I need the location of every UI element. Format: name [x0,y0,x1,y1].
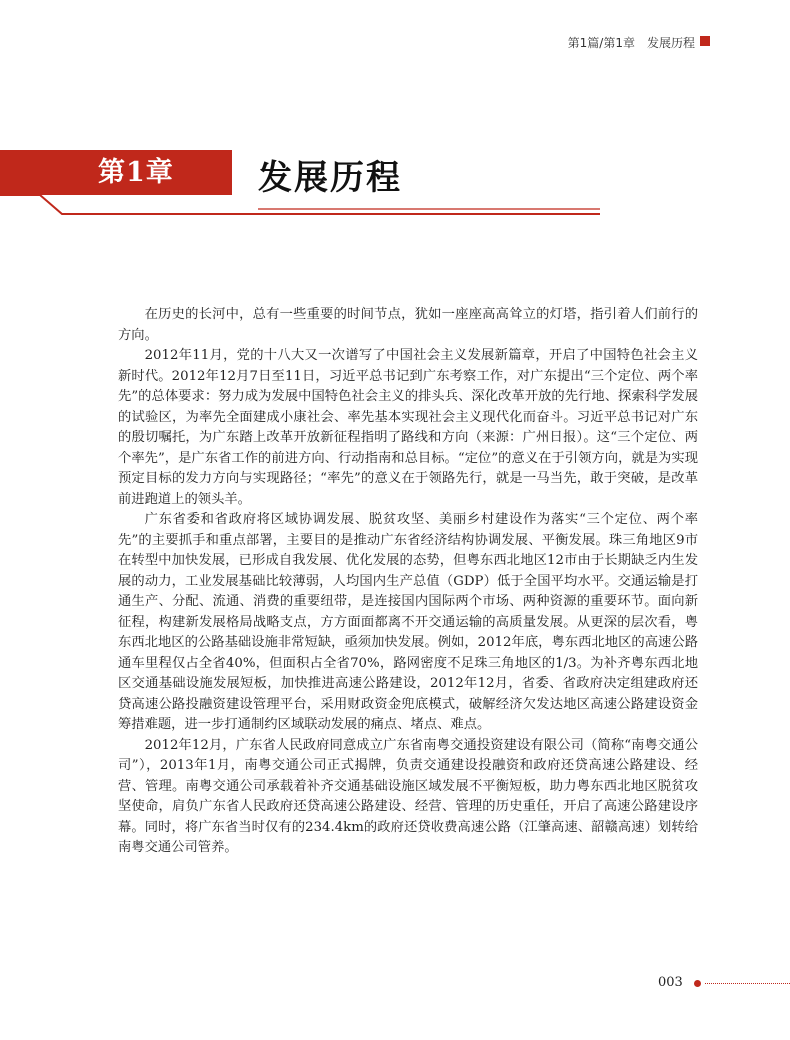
running-head-marker [700,36,710,46]
chapter-label: 第1章 [98,157,174,188]
paragraph: 2012年11月，党的十八大又一次谱写了中国社会主义发展新篇章，开启了中国特色社会主义新时代。2012年12月7日至11日，习近平总书记到广东考察工作，对广东提出“三个定位、两个率先”的总体要求：努力成为发展中国特色社会主义的排头兵、深化改革开放的先行地、探索科学发展的试验区，为率先全面建成小康社会、率先基本实现社会主义现代化而奋斗。习近平总书记对广东的殷切嘱托，为广东踏上改革开放新征程指明了路线和方向（来源：广州日报）。这“三个定位、两个率先”，是广东省工作的前进方向、行动指南和总目标。“定位”的意义在于引领方向，就是为实现预定目标的发力方向与实现路径；“率先”的意义在于领路先行，就是一马当先，敢于突破，是改革前进跑道上的领头羊。 [118,348,698,507]
paragraph: 2012年12月，广东省人民政府同意成立广东省南粤交通投资建设有限公司（简称“南粤交通公司”），2013年1月，南粤交通公司正式揭牌，负责交通建设投融资和政府还贷高速公路建设、经营、管理。南粤交通公司承载着补齐交通基础设施区域发展不平衡短板，助力粤东西北地区脱贫攻坚使命，肩负广东省人民政府还贷高速公路建设、经营、管理的历史重任，开启了高速公路建设序幕。同时，将广东省当时仅有的234.4km的政府还贷收费高速公路（江肇高速、韶赣高速）划转给南粤交通公司管养。 [118,737,698,855]
page-number: 003 [658,975,683,990]
page-number-dot [694,980,701,987]
body-text [118,305,698,859]
running-head: 第1篇/第1章 发展历程 [567,36,695,50]
paragraph: 在历史的长河中，总有一些重要的时间节点，犹如一座座高高耸立的灯塔，指引着人们前行的方向。 [118,307,698,343]
page-number-dotted-line [705,983,790,984]
chapter-title: 发展历程 [258,158,402,198]
paragraph: 广东省委和省政府将区域协调发展、脱贫攻坚、美丽乡村建设作为落实“三个定位、两个率先”的主要抓手和重点部署，主要目的是推动广东省经济结构协调发展、平衡发展。珠三角地区9市在转型中加快发展，已形成自我发展、优化发展的态势，但粤东西北地区12市由于长期缺乏内生发展的动力，工业发展基础比较薄弱，人均国内生产总值（GDP）低于全国平均水平。交通运输是打通生产、分配、流通、消费的重要纽带，是连接国内国际两个市场、两种资源的重要环节。面向新征程，构建新发展格局战略支点，方方面面都离不开交通运输的高质量发展。从更深的层次看，粤东西北地区的公路基础设施非常短缺，亟须加快发展。例如，2012年底，粤东西北地区的高速公路通车里程仅占全省40%，但面积占全省70%，路网密度不足珠三角地区的1/3。为补齐粤东西北地区交通基础设施发展短板，加快推进高速公路建设，2012年12月，省委、省政府决定组建政府还贷高速公路投融资建设管理平台，采用财政资金兜底模式，破解经济欠发达地区高速公路建设资金筹措难题，进一步打通制约区域联动发展的痛点、堵点、难点。 [118,512,698,732]
chapter-title-rule [0,190,600,220]
